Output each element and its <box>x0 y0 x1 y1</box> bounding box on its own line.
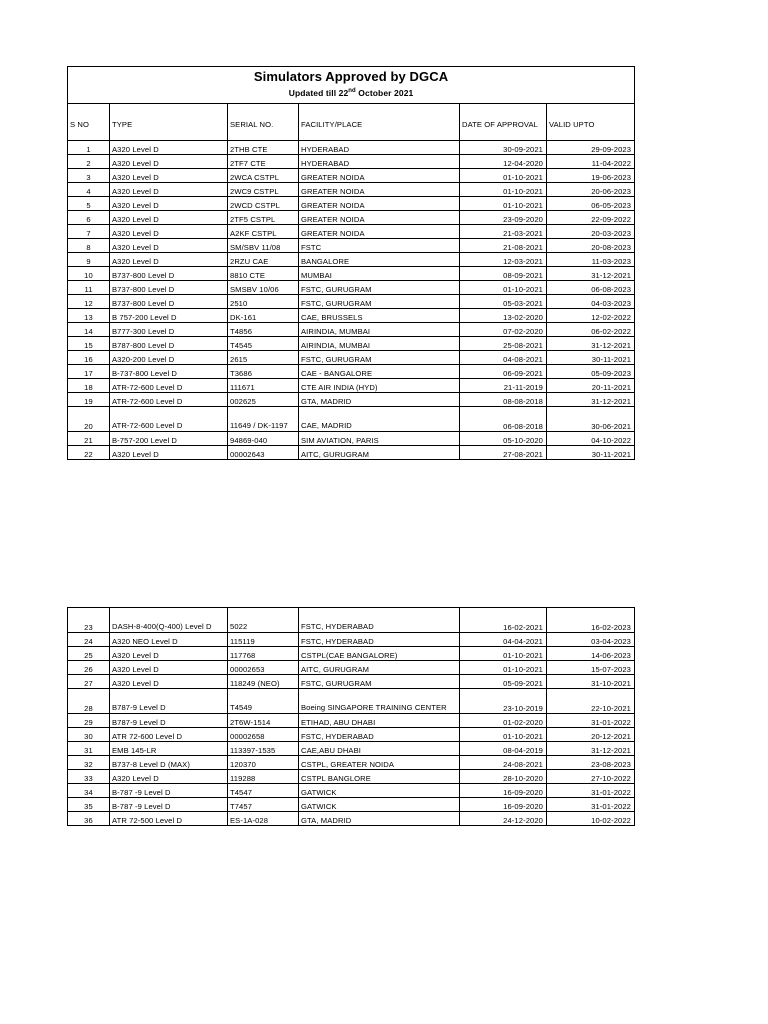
cell-valid-upto: 29-09-2023 <box>547 140 635 154</box>
cell-sno: 20 <box>68 406 110 431</box>
cell-facility: GREATER NOIDA <box>299 210 460 224</box>
cell-date-of-approval: 01-10-2021 <box>460 728 547 742</box>
cell-valid-upto: 06-02-2022 <box>547 322 635 336</box>
cell-date-of-approval: 21-11-2019 <box>460 378 547 392</box>
cell-facility: CTE AIR INDIA (HYD) <box>299 378 460 392</box>
cell-facility: GREATER NOIDA <box>299 168 460 182</box>
cell-valid-upto: 20-08-2023 <box>547 238 635 252</box>
cell-sno: 6 <box>68 210 110 224</box>
cell-serial: 00002653 <box>228 661 299 675</box>
cell-serial: T4856 <box>228 322 299 336</box>
cell-serial: 8810 CTE <box>228 266 299 280</box>
cell-date-of-approval: 05-03-2021 <box>460 294 547 308</box>
table-row <box>68 196 635 210</box>
cell-type: B-737-800 Level D <box>110 364 228 378</box>
cell-date-of-approval: 13-02-2020 <box>460 308 547 322</box>
cell-serial: 118249 (NEO) <box>228 675 299 689</box>
cell-valid-upto: 30-11-2021 <box>547 350 635 364</box>
cell-valid-upto: 04-10-2022 <box>547 431 635 445</box>
cell-valid-upto: 11-04-2022 <box>547 154 635 168</box>
cell-date-of-approval: 07-02-2020 <box>460 322 547 336</box>
cell-facility: GATWICK <box>299 784 460 798</box>
cell-type: A320 Level D <box>110 140 228 154</box>
table-row <box>68 647 635 661</box>
cell-facility: GREATER NOIDA <box>299 196 460 210</box>
cell-date-of-approval: 01-10-2021 <box>460 182 547 196</box>
cell-sno: 27 <box>68 675 110 689</box>
cell-sno: 12 <box>68 294 110 308</box>
table-row <box>68 140 635 154</box>
cell-facility: CSTPL BANGLORE <box>299 770 460 784</box>
cell-serial: 111671 <box>228 378 299 392</box>
cell-valid-upto: 27-10-2022 <box>547 770 635 784</box>
cell-type: A320 Level D <box>110 196 228 210</box>
table-row <box>68 392 635 406</box>
cell-type: B787-9 Level D <box>110 714 228 728</box>
cell-valid-upto: 06-08-2023 <box>547 280 635 294</box>
cell-serial: 11649 / DK-1197 <box>228 406 299 431</box>
cell-type: EMB 145-LR <box>110 742 228 756</box>
cell-date-of-approval: 21-03-2021 <box>460 224 547 238</box>
cell-type: B737-800 Level D <box>110 280 228 294</box>
cell-date-of-approval: 08-09-2021 <box>460 266 547 280</box>
cell-date-of-approval: 25-08-2021 <box>460 336 547 350</box>
header-type: TYPE <box>110 103 228 132</box>
cell-valid-upto: 11-03-2023 <box>547 252 635 266</box>
cell-valid-upto: 20-11-2021 <box>547 378 635 392</box>
cell-sno: 2 <box>68 154 110 168</box>
table-row <box>68 364 635 378</box>
cell-sno: 7 <box>68 224 110 238</box>
cell-serial: 002625 <box>228 392 299 406</box>
cell-type: B-757-200 Level D <box>110 431 228 445</box>
cell-facility: AIRINDIA, MUMBAI <box>299 336 460 350</box>
cell-date-of-approval: 16-09-2020 <box>460 784 547 798</box>
cell-date-of-approval: 16-09-2020 <box>460 798 547 812</box>
cell-type: ATR-72-600 Level D <box>110 406 228 431</box>
cell-date-of-approval: 23-09-2020 <box>460 210 547 224</box>
cell-sno: 17 <box>68 364 110 378</box>
cell-sno: 1 <box>68 140 110 154</box>
cell-date-of-approval: 24-08-2021 <box>460 756 547 770</box>
cell-valid-upto: 31-12-2021 <box>547 266 635 280</box>
table-row <box>68 322 635 336</box>
cell-sno: 13 <box>68 308 110 322</box>
cell-date-of-approval: 01-10-2021 <box>460 280 547 294</box>
table-row <box>68 756 635 770</box>
cell-facility: HYDERABAD <box>299 154 460 168</box>
table-row <box>68 210 635 224</box>
cell-facility: FSTC, HYDERABAD <box>299 728 460 742</box>
cell-sno: 11 <box>68 280 110 294</box>
cell-facility: AITC, GURUGRAM <box>299 445 460 459</box>
cell-type: A320 NEO Level D <box>110 633 228 647</box>
cell-date-of-approval: 05-09-2021 <box>460 675 547 689</box>
cell-sno: 32 <box>68 756 110 770</box>
cell-date-of-approval: 01-10-2021 <box>460 647 547 661</box>
cell-sno: 33 <box>68 770 110 784</box>
table-row <box>68 728 635 742</box>
simulators-table-part-2 <box>67 607 635 826</box>
cell-type: A320-200 Level D <box>110 350 228 364</box>
cell-type: ATR-72-600 Level D <box>110 378 228 392</box>
cell-serial: 94869-040 <box>228 431 299 445</box>
cell-sno: 3 <box>68 168 110 182</box>
cell-sno: 22 <box>68 445 110 459</box>
cell-valid-upto: 04-03-2023 <box>547 294 635 308</box>
cell-date-of-approval: 04-04-2021 <box>460 633 547 647</box>
table-row <box>68 280 635 294</box>
cell-serial: SM/SBV 11/08 <box>228 238 299 252</box>
cell-type: A320 Level D <box>110 238 228 252</box>
table-subtitle: Updated till 22nd October 2021 <box>288 87 414 98</box>
title-cell <box>68 67 635 104</box>
cell-serial: 113397-1535 <box>228 742 299 756</box>
table-row <box>68 742 635 756</box>
cell-type: A320 Level D <box>110 168 228 182</box>
table-row <box>68 784 635 798</box>
cell-type: B737-800 Level D <box>110 294 228 308</box>
cell-type: ATR 72-600 Level D <box>110 728 228 742</box>
cell-facility: FSTC, GURUGRAM <box>299 675 460 689</box>
cell-facility: AIRINDIA, MUMBAI <box>299 322 460 336</box>
cell-type: B-787 -9 Level D <box>110 798 228 812</box>
cell-serial: SMSBV 10/06 <box>228 280 299 294</box>
cell-valid-upto: 31-12-2021 <box>547 742 635 756</box>
cell-date-of-approval: 06-09-2021 <box>460 364 547 378</box>
header-facility: FACILITY/PLACE <box>299 103 460 132</box>
cell-valid-upto: 31-12-2021 <box>547 392 635 406</box>
cell-type: B787-800 Level D <box>110 336 228 350</box>
cell-sno: 18 <box>68 378 110 392</box>
table-row <box>68 812 635 826</box>
cell-valid-upto: 20-12-2021 <box>547 728 635 742</box>
cell-sno: 24 <box>68 633 110 647</box>
table-row <box>68 608 635 633</box>
cell-serial: 2WCA CSTPL <box>228 168 299 182</box>
cell-sno: 9 <box>68 252 110 266</box>
table-row <box>68 378 635 392</box>
cell-date-of-approval: 28-10-2020 <box>460 770 547 784</box>
cell-facility: CAE,ABU DHABI <box>299 742 460 756</box>
cell-facility: MUMBAI <box>299 266 460 280</box>
cell-type: ATR-72-600 Level D <box>110 392 228 406</box>
table-title: Simulators Approved by DGCA <box>253 69 449 84</box>
cell-date-of-approval: 27-08-2021 <box>460 445 547 459</box>
cell-facility: CAE, BRUSSELS <box>299 308 460 322</box>
table-row <box>68 675 635 689</box>
cell-facility: GREATER NOIDA <box>299 182 460 196</box>
cell-serial: 2THB CTE <box>228 140 299 154</box>
table-row <box>68 406 635 431</box>
cell-date-of-approval: 24-12-2020 <box>460 812 547 826</box>
cell-facility: BANGALORE <box>299 252 460 266</box>
cell-sno: 15 <box>68 336 110 350</box>
cell-type: A320 Level D <box>110 675 228 689</box>
cell-date-of-approval: 01-02-2020 <box>460 714 547 728</box>
header-serial: SERIAL NO. <box>228 103 299 132</box>
cell-date-of-approval: 21-08-2021 <box>460 238 547 252</box>
cell-serial: 2RZU CAE <box>228 252 299 266</box>
cell-facility: HYDERABAD <box>299 140 460 154</box>
cell-sno: 26 <box>68 661 110 675</box>
simulators-table-part-1 <box>67 66 635 460</box>
cell-sno: 34 <box>68 784 110 798</box>
cell-valid-upto: 23-08-2023 <box>547 756 635 770</box>
cell-serial: 00002643 <box>228 445 299 459</box>
cell-facility: FSTC <box>299 238 460 252</box>
cell-valid-upto: 31-01-2022 <box>547 798 635 812</box>
cell-serial: 2TF7 CTE <box>228 154 299 168</box>
cell-serial: T4545 <box>228 336 299 350</box>
cell-serial: 119288 <box>228 770 299 784</box>
cell-serial: 115119 <box>228 633 299 647</box>
cell-date-of-approval: 04-08-2021 <box>460 350 547 364</box>
cell-serial: A2KF CSTPL <box>228 224 299 238</box>
cell-type: A320 Level D <box>110 154 228 168</box>
cell-type: A320 Level D <box>110 770 228 784</box>
cell-type: A320 Level D <box>110 252 228 266</box>
cell-facility: CSTPL(CAE BANGALORE) <box>299 647 460 661</box>
cell-date-of-approval: 12-03-2021 <box>460 252 547 266</box>
table-row <box>68 266 635 280</box>
cell-valid-upto: 19-06-2023 <box>547 168 635 182</box>
cell-sno: 10 <box>68 266 110 280</box>
cell-valid-upto: 15-07-2023 <box>547 661 635 675</box>
cell-facility: GREATER NOIDA <box>299 224 460 238</box>
cell-serial: 5022 <box>228 608 299 633</box>
cell-type: ATR 72-500 Level D <box>110 812 228 826</box>
cell-sno: 30 <box>68 728 110 742</box>
cell-valid-upto: 30-06-2021 <box>547 406 635 431</box>
table-row <box>68 336 635 350</box>
table-row <box>68 798 635 812</box>
cell-date-of-approval: 06-08-2018 <box>460 406 547 431</box>
cell-facility: FSTC, HYDERABAD <box>299 608 460 633</box>
cell-type: A320 Level D <box>110 661 228 675</box>
header-row <box>68 103 635 132</box>
cell-facility: Boeing SINGAPORE TRAINING CENTER <box>299 689 460 714</box>
cell-serial: 00002658 <box>228 728 299 742</box>
cell-valid-upto: 31-01-2022 <box>547 784 635 798</box>
cell-serial: 2510 <box>228 294 299 308</box>
table-row <box>68 308 635 322</box>
cell-date-of-approval: 12-04-2020 <box>460 154 547 168</box>
table-row <box>68 661 635 675</box>
cell-date-of-approval: 30-09-2021 <box>460 140 547 154</box>
cell-sno: 5 <box>68 196 110 210</box>
cell-type: DASH-8-400(Q-400) Level D <box>110 608 228 633</box>
table-row <box>68 182 635 196</box>
cell-valid-upto: 22-09-2022 <box>547 210 635 224</box>
cell-facility: GATWICK <box>299 798 460 812</box>
cell-valid-upto: 31-01-2022 <box>547 714 635 728</box>
table-row <box>68 350 635 364</box>
table-row <box>68 294 635 308</box>
table-row <box>68 238 635 252</box>
cell-sno: 28 <box>68 689 110 714</box>
cell-valid-upto: 03-04-2023 <box>547 633 635 647</box>
cell-serial: 2T6W-1514 <box>228 714 299 728</box>
cell-facility: SIM AVIATION, PARIS <box>299 431 460 445</box>
cell-sno: 8 <box>68 238 110 252</box>
header-valid-upto: VALID UPTO <box>547 103 635 132</box>
cell-serial: T7457 <box>228 798 299 812</box>
cell-serial: T4549 <box>228 689 299 714</box>
cell-valid-upto: 22-10-2021 <box>547 689 635 714</box>
cell-serial: 2WCD CSTPL <box>228 196 299 210</box>
cell-type: B-787 -9 Level D <box>110 784 228 798</box>
cell-sno: 25 <box>68 647 110 661</box>
cell-valid-upto: 20-06-2023 <box>547 182 635 196</box>
cell-facility: ETIHAD, ABU DHABI <box>299 714 460 728</box>
cell-valid-upto: 10-02-2022 <box>547 812 635 826</box>
cell-sno: 35 <box>68 798 110 812</box>
cell-type: A320 Level D <box>110 224 228 238</box>
cell-date-of-approval: 08-04-2019 <box>460 742 547 756</box>
cell-type: A320 Level D <box>110 210 228 224</box>
table-row <box>68 431 635 445</box>
cell-sno: 16 <box>68 350 110 364</box>
cell-type: B777-300 Level D <box>110 322 228 336</box>
cell-facility: FSTC, GURUGRAM <box>299 280 460 294</box>
table-row <box>68 252 635 266</box>
cell-serial: 120370 <box>228 756 299 770</box>
header-gap <box>68 132 635 141</box>
cell-serial: 2WC9 CSTPL <box>228 182 299 196</box>
cell-facility: GTA, MADRID <box>299 812 460 826</box>
cell-facility: CSTPL, GREATER NOIDA <box>299 756 460 770</box>
cell-facility: CAE - BANGALORE <box>299 364 460 378</box>
cell-date-of-approval: 01-10-2021 <box>460 196 547 210</box>
table-row <box>68 154 635 168</box>
cell-date-of-approval: 23-10-2019 <box>460 689 547 714</box>
table-row <box>68 770 635 784</box>
cell-sno: 21 <box>68 431 110 445</box>
cell-valid-upto: 20-03-2023 <box>547 224 635 238</box>
table-row <box>68 445 635 459</box>
cell-serial: 117768 <box>228 647 299 661</box>
header-sno: S NO <box>68 103 110 132</box>
cell-facility: FSTC, GURUGRAM <box>299 350 460 364</box>
cell-valid-upto: 31-10-2021 <box>547 675 635 689</box>
cell-sno: 36 <box>68 812 110 826</box>
cell-serial: T4547 <box>228 784 299 798</box>
cell-valid-upto: 30-11-2021 <box>547 445 635 459</box>
cell-facility: FSTC, HYDERABAD <box>299 633 460 647</box>
header-date-of-approval: DATE OF APPROVAL <box>460 103 547 132</box>
table-row <box>68 224 635 238</box>
cell-type: B 757-200 Level D <box>110 308 228 322</box>
cell-valid-upto: 05-09-2023 <box>547 364 635 378</box>
cell-sno: 14 <box>68 322 110 336</box>
cell-facility: CAE, MADRID <box>299 406 460 431</box>
cell-facility: FSTC, GURUGRAM <box>299 294 460 308</box>
cell-serial: ES-1A-028 <box>228 812 299 826</box>
cell-type: A320 Level D <box>110 182 228 196</box>
table-row <box>68 714 635 728</box>
cell-serial: 2615 <box>228 350 299 364</box>
cell-valid-upto: 31-12-2021 <box>547 336 635 350</box>
cell-date-of-approval: 01-10-2021 <box>460 661 547 675</box>
cell-sno: 29 <box>68 714 110 728</box>
cell-date-of-approval: 01-10-2021 <box>460 168 547 182</box>
table-row <box>68 168 635 182</box>
cell-sno: 4 <box>68 182 110 196</box>
cell-type: A320 Level D <box>110 445 228 459</box>
cell-type: B737-8 Level D (MAX) <box>110 756 228 770</box>
cell-valid-upto: 12-02-2022 <box>547 308 635 322</box>
table-row <box>68 633 635 647</box>
cell-valid-upto: 16-02-2023 <box>547 608 635 633</box>
cell-facility: AITC, GURUGRAM <box>299 661 460 675</box>
cell-facility: GTA, MADRID <box>299 392 460 406</box>
cell-type: B737-800 Level D <box>110 266 228 280</box>
table-row <box>68 689 635 714</box>
cell-sno: 19 <box>68 392 110 406</box>
cell-serial: DK-161 <box>228 308 299 322</box>
cell-serial: T3686 <box>228 364 299 378</box>
cell-date-of-approval: 08-08-2018 <box>460 392 547 406</box>
cell-type: B787-9 Level D <box>110 689 228 714</box>
cell-valid-upto: 06-05-2023 <box>547 196 635 210</box>
cell-valid-upto: 14-06-2023 <box>547 647 635 661</box>
cell-sno: 23 <box>68 608 110 633</box>
cell-type: A320 Level D <box>110 647 228 661</box>
cell-serial: 2TF5 CSTPL <box>228 210 299 224</box>
cell-date-of-approval: 05-10-2020 <box>460 431 547 445</box>
cell-sno: 31 <box>68 742 110 756</box>
cell-date-of-approval: 16-02-2021 <box>460 608 547 633</box>
